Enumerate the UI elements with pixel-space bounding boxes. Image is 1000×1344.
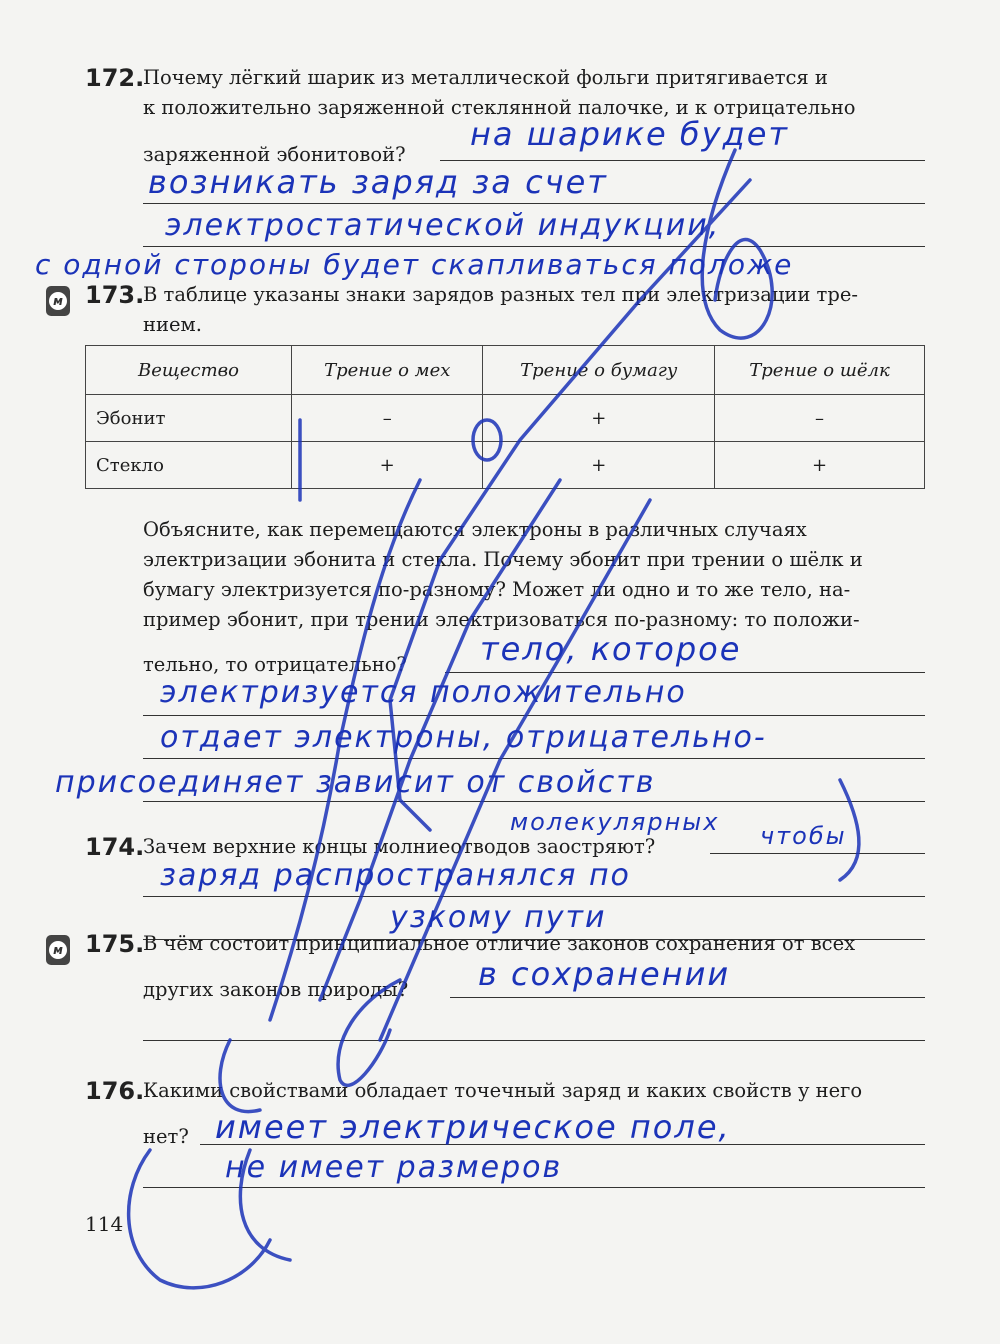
question-173-body-2: электризации эбонита и стекла. Почему эбонит при трении о шёлк и bbox=[143, 548, 863, 571]
electrification-table bbox=[85, 345, 925, 489]
question-176-line-1: Какими свойствами обладает точечный заряд и каких свойств у него bbox=[143, 1079, 863, 1102]
table-header: Трение о бумагу bbox=[483, 346, 715, 395]
question-173-number: 173. bbox=[85, 281, 145, 309]
table-cell: + bbox=[715, 442, 925, 489]
handwritten-answer-172-4: с одной стороны будет скапливаться положе bbox=[35, 248, 794, 281]
handwritten-answer-175-1: в сохранении bbox=[478, 955, 731, 993]
table-cell: + bbox=[292, 442, 483, 489]
table-header: Трение о мех bbox=[292, 346, 483, 395]
table-header: Вещество bbox=[86, 346, 292, 395]
question-176-number: 176. bbox=[85, 1077, 145, 1105]
table-header-row bbox=[86, 346, 925, 395]
table-cell-substance: Эбонит bbox=[86, 395, 292, 442]
question-173-body-3: бумагу электризуется по-разному? Может ли одно и то же тело, на- bbox=[143, 578, 851, 601]
handwritten-answer-172-2: возникать заряд за счет bbox=[148, 163, 608, 201]
handwritten-answer-174-1: чтобы bbox=[760, 822, 847, 850]
table-cell: – bbox=[715, 395, 925, 442]
question-175-number: 175. bbox=[85, 930, 145, 958]
answer-line bbox=[445, 672, 925, 673]
handwritten-answer-173-2: электризуется положительно bbox=[160, 675, 687, 710]
question-173-line-1: В таблице указаны знаки зарядов разных тел при электризации тре- bbox=[143, 283, 858, 306]
handwritten-answer-172-3: электростатической индукции, bbox=[165, 208, 721, 243]
answer-line bbox=[450, 997, 925, 998]
handwritten-answer-173-5: молекулярных bbox=[510, 808, 720, 836]
handwritten-answer-174-3: узкому пути bbox=[390, 900, 607, 935]
question-173-line-2: нием. bbox=[143, 313, 202, 336]
question-173-body-4: пример эбонит, при трении электризоваться по-разному: то положи- bbox=[143, 608, 860, 631]
answer-line bbox=[143, 1040, 925, 1041]
question-174-line-1: Зачем верхние концы молниеотводов заостряют? bbox=[143, 835, 656, 858]
handwritten-answer-173-4: присоединяет зависит от свойств bbox=[55, 765, 656, 800]
question-173-body-5: тельно, то отрицательно? bbox=[143, 653, 407, 676]
handwritten-answer-176-2: не имеет размеров bbox=[225, 1150, 563, 1185]
answer-line bbox=[143, 801, 925, 802]
handwritten-answer-176-1: имеет электрическое поле, bbox=[215, 1108, 731, 1146]
answer-line bbox=[143, 715, 925, 716]
table-cell: – bbox=[292, 395, 483, 442]
answer-line bbox=[143, 758, 925, 759]
answer-line bbox=[143, 1187, 925, 1188]
answer-line bbox=[143, 203, 925, 204]
table-header: Трение о шёлк bbox=[715, 346, 925, 395]
question-172-line-1: Почему лёгкий шарик из металлической фольги притягивается и bbox=[143, 66, 828, 89]
answer-line bbox=[440, 160, 925, 161]
question-173-body-1: Объясните, как перемещаются электроны в различных случаях bbox=[143, 518, 807, 541]
answer-line bbox=[143, 246, 925, 247]
answer-line bbox=[143, 896, 925, 897]
question-176-line-2: нет? bbox=[143, 1125, 189, 1148]
question-175-line-2: других законов природы? bbox=[143, 978, 409, 1001]
page-number: 114 bbox=[85, 1212, 124, 1236]
question-174-number: 174. bbox=[85, 833, 145, 861]
table-row bbox=[86, 442, 925, 489]
question-172-line-2: к положительно заряженной стеклянной палочке, и к отрицательно bbox=[143, 96, 856, 119]
question-172-line-3: заряженной эбонитовой? bbox=[143, 143, 406, 166]
m-badge-icon: м bbox=[46, 935, 70, 965]
handwritten-answer-173-3: отдает электроны, отрицательно- bbox=[160, 720, 767, 755]
table-cell: + bbox=[483, 395, 715, 442]
question-175-line-1: В чём состоит принципиальное отличие законов сохранения от всех bbox=[143, 932, 856, 955]
table-row bbox=[86, 395, 925, 442]
question-172-number: 172. bbox=[85, 64, 145, 92]
m-badge-icon: м bbox=[46, 286, 70, 316]
table-cell: + bbox=[483, 442, 715, 489]
handwritten-answer-172-1: на шарике будет bbox=[470, 115, 790, 153]
answer-line bbox=[710, 853, 925, 854]
handwritten-answer-174-2: заряд распространялся по bbox=[160, 858, 631, 893]
handwritten-answer-173-1: тело, которое bbox=[480, 630, 742, 668]
table-cell-substance: Стекло bbox=[86, 442, 292, 489]
